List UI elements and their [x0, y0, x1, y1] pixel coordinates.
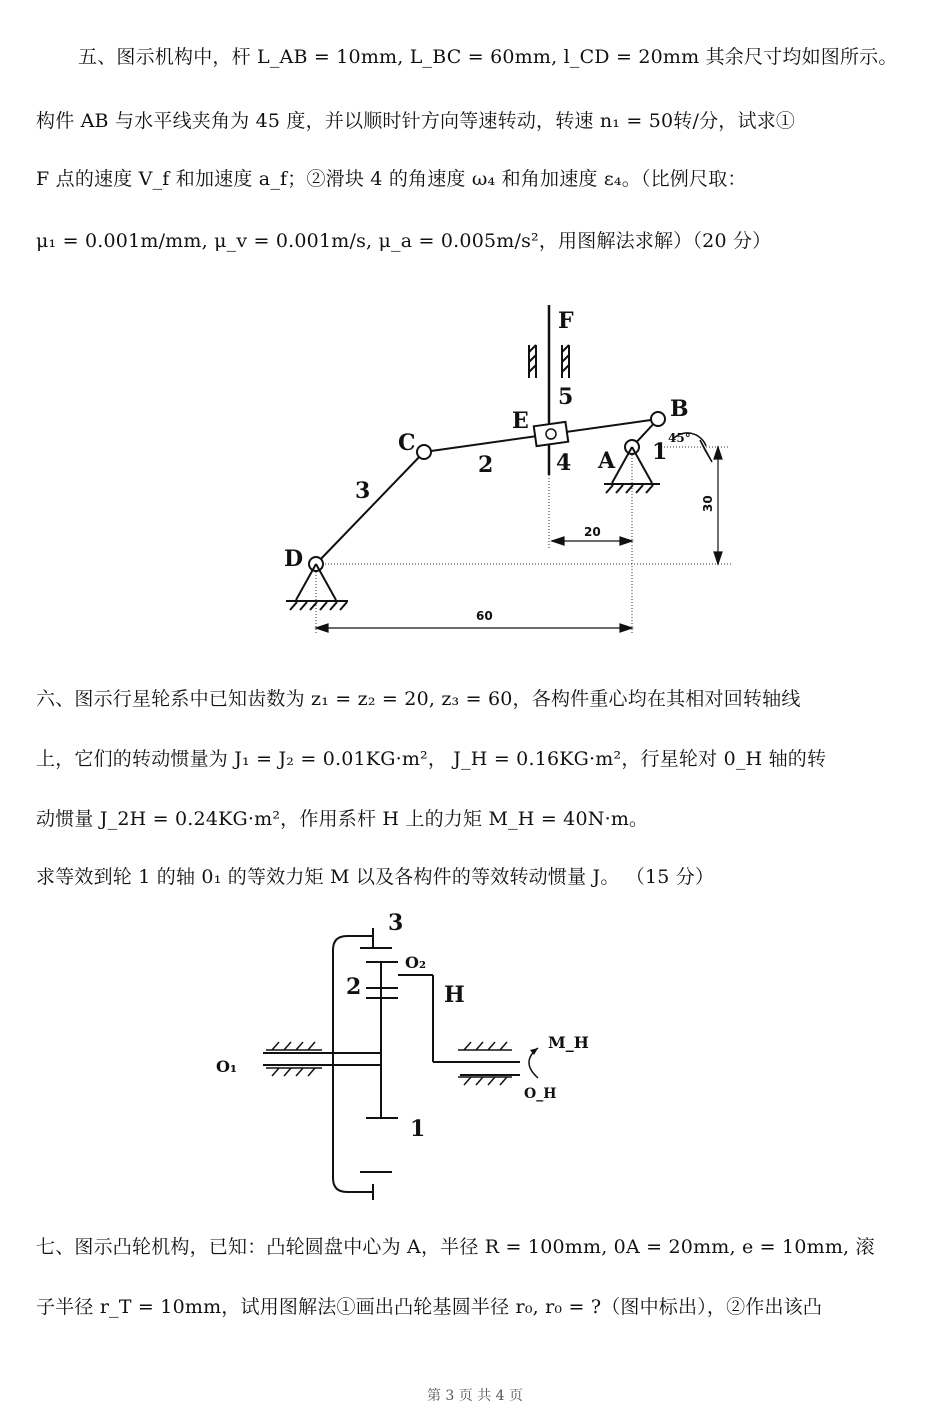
rotation-arrow-icon: [700, 440, 712, 462]
label-o1: O₁: [216, 1057, 237, 1076]
label-d: D: [284, 546, 304, 572]
label-oh: O_H: [524, 1086, 557, 1102]
label-2: 2: [478, 452, 494, 478]
label-c: C: [398, 430, 416, 456]
linkage-mechanism-figure: [0, 300, 950, 660]
label-mh: M_H: [548, 1033, 589, 1052]
p5-line-2: 构件 AB 与水平线夹角为 45 度，并以顺时针方向等速转动，转速 n₁ = 50转/分，试求①: [36, 110, 796, 132]
label-f: F: [558, 308, 574, 334]
joint-c: [417, 445, 431, 459]
label-5: 5: [558, 384, 574, 410]
label-1: 1: [652, 439, 668, 465]
p5-line-4: μ₁ = 0.001m/mm, μ_v = 0.001m/s, μ_a = 0.005m/s²，用图解法求解）（20 分）: [36, 230, 772, 252]
label-e: E: [512, 408, 529, 434]
label-h: H: [444, 982, 465, 1008]
link-3: [316, 452, 424, 564]
p5-line-1: 五、图示机构中，杆 L_AB = 10mm, L_BC = 60mm, l_CD = 20mm 其余尺寸均如图所示。: [78, 46, 898, 68]
p6-line-1: 六、图示行星轮系中已知齿数为 z₁ = z₂ = 20, z₃ = 60，各构件重心均在其相对回转轴线: [36, 688, 801, 710]
label-a: A: [598, 448, 616, 474]
p6-line-3: 动惯量 J_2H = 0.24KG·m²，作用系杆 H 上的力矩 M_H = 40N·m。: [36, 808, 649, 830]
dim-30: 30: [701, 495, 715, 512]
joint-b: [651, 412, 665, 426]
p6-line-4: 求等效到轮 1 的轴 0₁ 的等效力矩 M 以及各构件的等效转动惯量 J。 （15 分）: [36, 866, 715, 888]
label-b: B: [670, 396, 689, 422]
p7-line-1: 七、图示凸轮机构，已知：凸轮圆盘中心为 A，半径 R = 100mm, 0A = 20mm, e = 10mm, 滚: [36, 1236, 875, 1258]
p5-line-3: F 点的速度 V_f 和加速度 a_f；②滑块 4 的角速度 ω₄ 和角加速度 ε₄。（比例尺取：: [36, 168, 747, 190]
dim-20: 20: [584, 525, 601, 539]
label-gear-3: 3: [388, 910, 404, 936]
label-o2: O₂: [405, 953, 426, 972]
p6-line-2: 上，它们的转动惯量为 J₁ = J₂ = 0.01KG·m²， J_H = 0.16KG·m²，行星轮对 0_H 轴的转: [36, 748, 827, 770]
label-3: 3: [355, 478, 371, 504]
label-4: 4: [556, 450, 572, 476]
p7-line-2: 子半径 r_T = 10mm，试用图解法①画出凸轮基圆半径 r₀, r₀ = ?（图中标出），②作出该凸: [36, 1296, 823, 1318]
planetary-gear-figure: [0, 900, 950, 1200]
angle-label: 45°: [668, 431, 691, 445]
label-gear-2: 2: [346, 974, 362, 1000]
dim-60: 60: [476, 609, 493, 623]
label-gear-1: 1: [410, 1116, 426, 1142]
page-footer: 第 3 页 共 4 页: [426, 1388, 524, 1404]
